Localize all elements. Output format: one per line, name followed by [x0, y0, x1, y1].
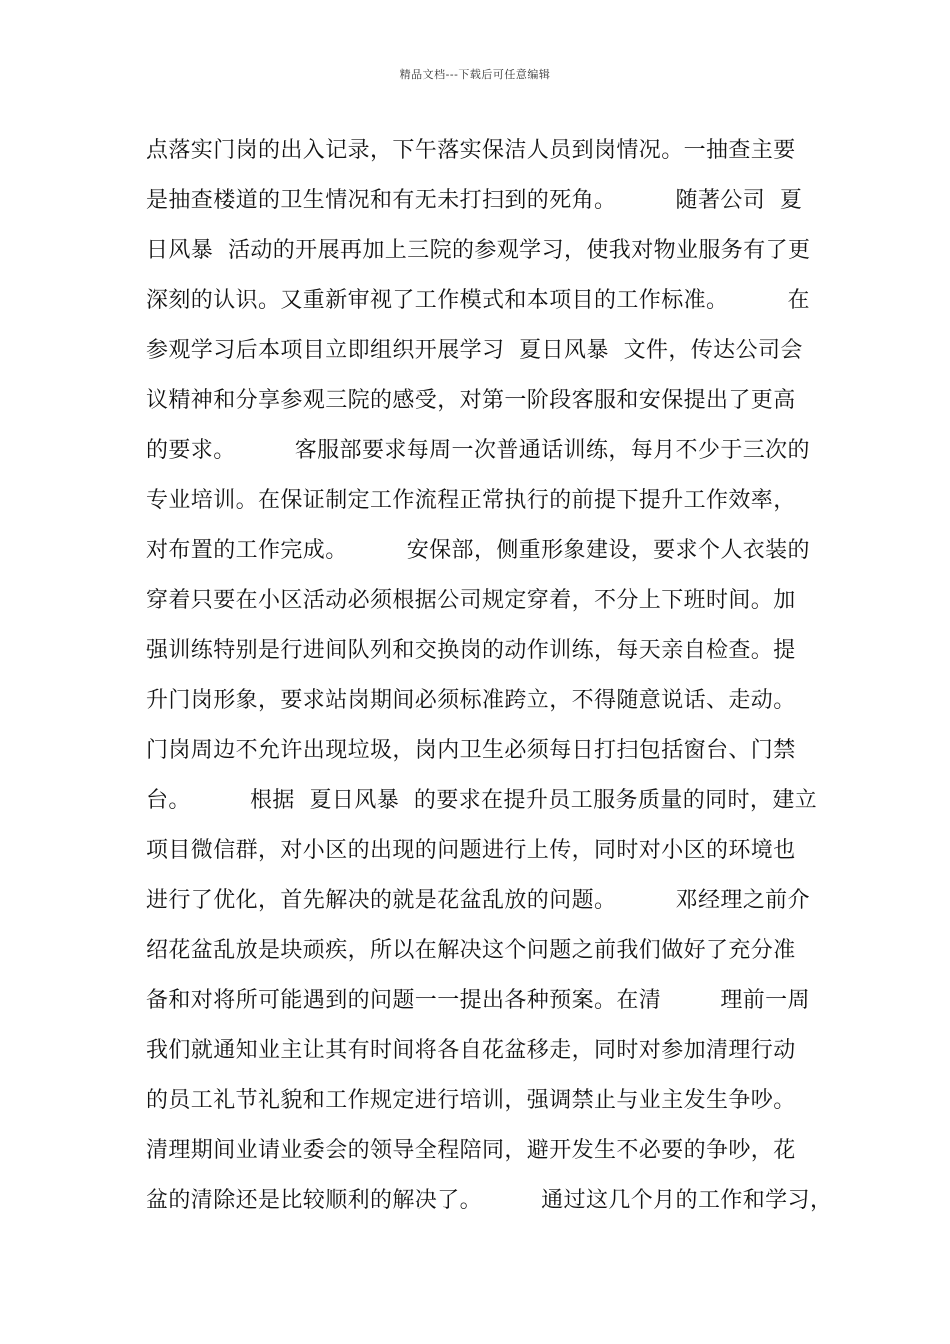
text-line: 点落实门岗的出入记录，下午落实保洁人员到岗情况。一抽查主要 — [146, 138, 796, 163]
text-line: 备和对将所可能遇到的问题一一提出各种预案。在清 理前一周 — [146, 988, 810, 1013]
text-line: 盆的清除还是比较顺利的解决了。 通过这几个月的工作和学习， — [146, 1188, 833, 1213]
text-line: 是抽查楼道的卫生情况和有无未打扫到的死角。 随著公司 夏 — [146, 188, 803, 213]
text-line: 门岗周边不允许出现垃圾，岗内卫生必须每日打扫包括窗台、门禁 — [146, 738, 796, 763]
text-line: 议精神和分享参观三院的感受，对第一阶段客服和安保提出了更高 — [146, 388, 796, 413]
text-line: 穿着只要在小区活动必须根据公司规定穿着，不分上下班时间。加 — [146, 588, 796, 613]
text-line: 台。 根据 夏日风暴 的要求在提升员工服务质量的同时，建立 — [146, 788, 818, 813]
text-line: 我们就通知业主让其有时间将各自花盆移走，同时对参加清理行动 — [146, 1038, 796, 1063]
text-line: 清理期间业请业委会的领导全程陪同，避开发生不必要的争吵，花 — [146, 1138, 796, 1163]
text-line: 的要求。 客服部要求每周一次普通话训练，每月不少于三次的 — [146, 438, 810, 463]
text-line: 强训练特别是行进间队列和交换岗的动作训练，每天亲自检查。提 — [146, 638, 796, 663]
text-line: 深刻的认识。又重新审视了工作模式和本项目的工作标准。 在 — [146, 288, 810, 313]
text-line: 的员工礼节礼貌和工作规定进行培训，强调禁止与业主发生争吵。 — [146, 1088, 796, 1113]
text-line: 进行了优化，首先解决的就是花盆乱放的问题。 邓经理之前介 — [146, 888, 810, 913]
text-line: 专业培训。在保证制定工作流程正常执行的前提下提升工作效率， — [146, 488, 796, 513]
text-line: 项目微信群，对小区的出现的问题进行上传，同时对小区的环境也 — [146, 838, 796, 863]
page-header: 精品文档---下载后可任意编辑 — [399, 68, 551, 81]
text-line: 参观学习后本项目立即组织开展学习 夏日风暴 文件，传达公司会 — [146, 338, 803, 363]
document-body — [146, 131, 833, 1231]
text-line: 对布置的工作完成。 安保部，侧重形象建设，要求个人衣装的 — [146, 538, 810, 563]
text-line: 绍花盆乱放是块顽疾，所以在解决这个问题之前我们做好了充分准 — [146, 938, 796, 963]
text-line: 升门岗形象，要求站岗期间必须标准跨立，不得随意说话、走动。 — [146, 688, 796, 713]
text-line: 日风暴 活动的开展再加上三院的参观学习，使我对物业服务有了更 — [146, 238, 811, 263]
